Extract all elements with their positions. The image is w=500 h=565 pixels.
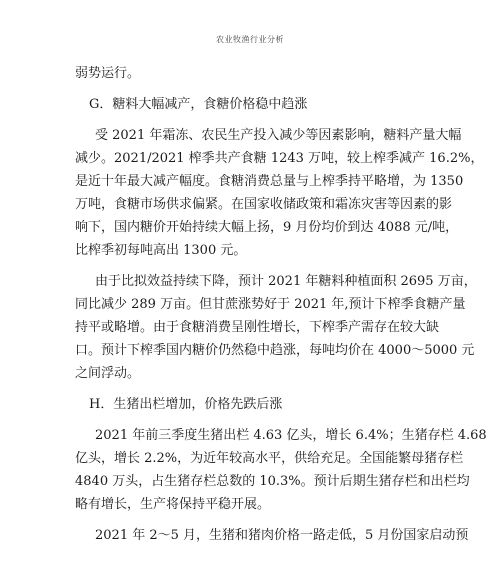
text-line: 2021 年 2～5 月，生猪和猪肉价格一路走低，5 月份国家启动预 bbox=[95, 528, 469, 543]
section-heading-h: H．生猪出栏增加，价格先跌后涨 bbox=[89, 397, 283, 412]
text-line: 比榨季初每吨高出 1300 元。 bbox=[75, 243, 247, 258]
text-line: 受 2021 年霜冻、农民生产投入减少等因素影响，糖料产量大幅 bbox=[95, 128, 462, 143]
text-line: 万吨，食糖市场供求偏紧。在国家收储政策和霜冻灾害等因素的影 bbox=[75, 197, 453, 212]
page-bottom-fade bbox=[0, 551, 500, 565]
text-line: 减少。2021/2021 榨季共产食糖 1243 万吨，较上榨季减产 16.2%， bbox=[75, 151, 484, 166]
text-line: 响下，国内糖价开始持续大幅上扬，9 月份均价到达 4088 元/吨， bbox=[75, 220, 459, 235]
text-line: 4840 万头，占生猪存栏总数的 10.3%。预计后期生猪存栏和出栏均 bbox=[75, 474, 470, 489]
paragraph bbox=[75, 424, 487, 516]
text-line: 持平或略增。由于食糖消费呈刚性增长，下榨季产需存在较大缺 bbox=[75, 320, 440, 335]
paragraph bbox=[75, 524, 469, 547]
text-line: 口。预计下榨季国内糖价仍然稳中趋涨，每吨均价在 4000～5000 元 bbox=[75, 343, 475, 358]
page-header: 农业牧渔行业分析 bbox=[216, 35, 284, 44]
text-line: 略有增长，生产将保持平稳开展。 bbox=[75, 497, 271, 512]
text-line: 是近十年最大减产幅度。食糖消费总量与上榨季持平略增，为 1350 bbox=[75, 174, 464, 189]
text-line: 同比减少 289 万亩。但甘蔗涨势好于 2021 年,预计下榨季食糖产量 bbox=[75, 297, 466, 312]
text-line: 之间浮动。 bbox=[75, 366, 141, 381]
paragraph bbox=[75, 62, 427, 85]
paragraph bbox=[75, 270, 477, 385]
text-line: 弱势运行。 bbox=[75, 66, 141, 81]
document-body bbox=[75, 62, 487, 547]
paragraph bbox=[75, 124, 484, 262]
text-line: 2021 年前三季度生猪出栏 4.63 亿头，增长 6.4%；生猪存栏 4.68 bbox=[95, 428, 487, 443]
section-heading-g: G．糖料大幅减产，食糖价格稳中趋涨 bbox=[89, 97, 308, 112]
text-line: 由于比拟效益持续下降，预计 2021 年糖料种植面积 2695 万亩， bbox=[95, 274, 477, 289]
text-line: 亿头，增长 2.2%，为近年较高水平，供给充足。全国能繁母猪存栏 bbox=[75, 451, 464, 466]
